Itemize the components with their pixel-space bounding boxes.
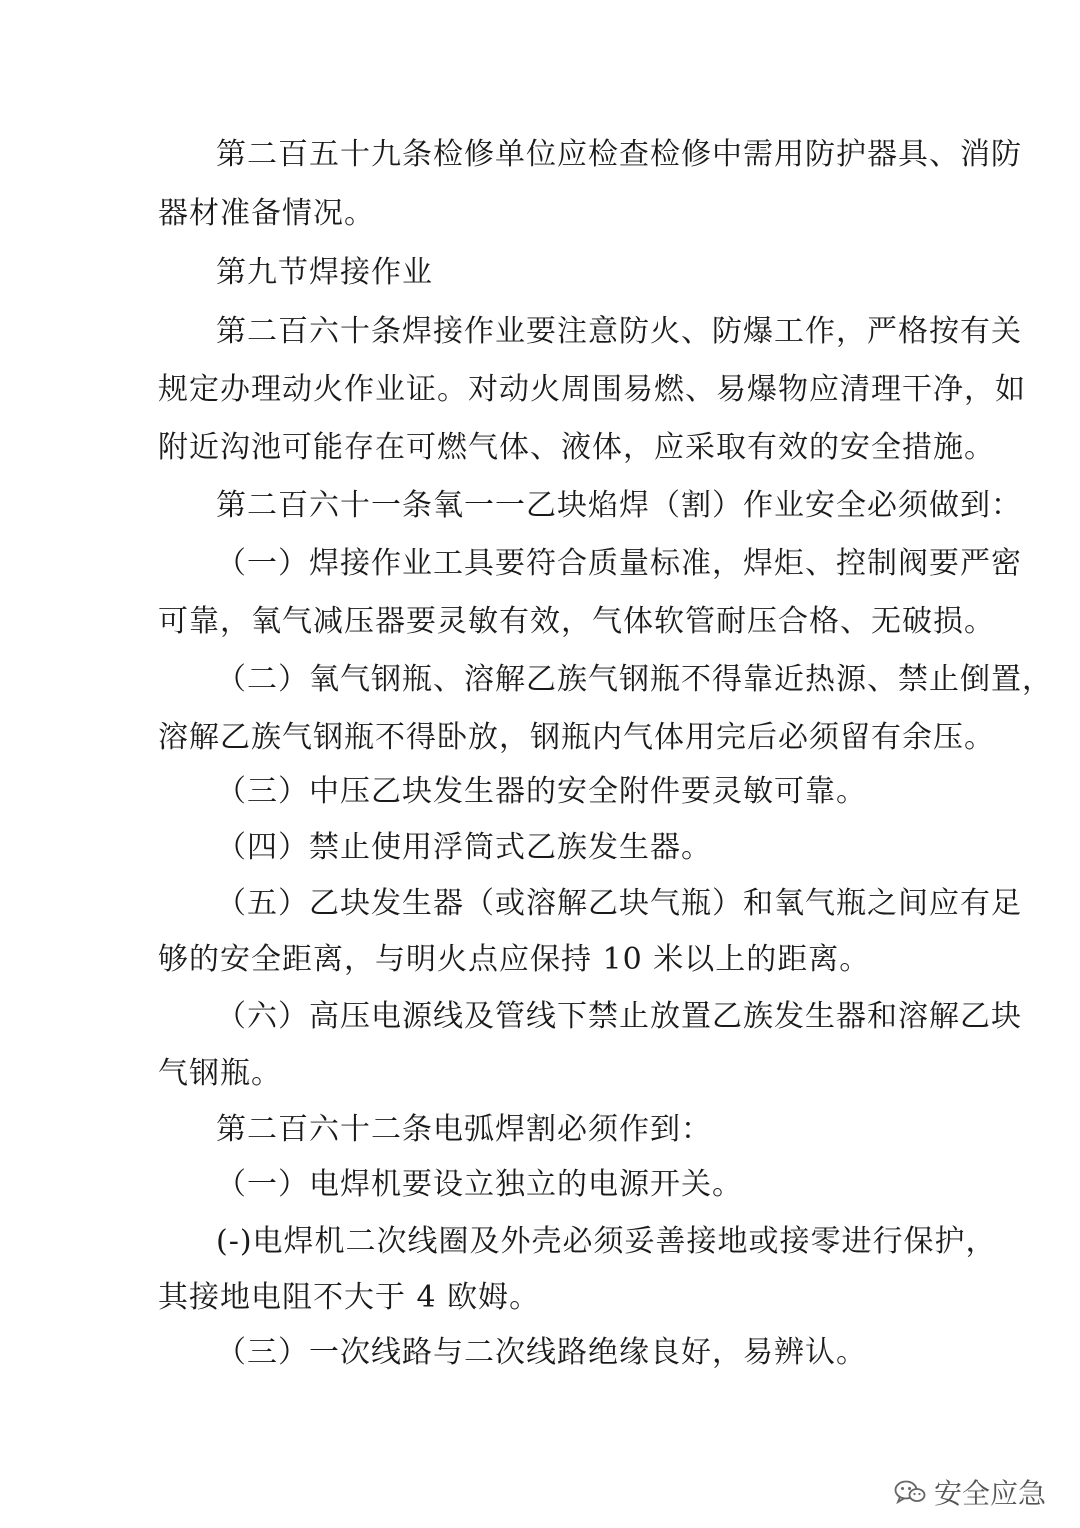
text-line: 溶解乙族气钢瓶不得卧放，钢瓶内气体用完后必须留有余压。 [158, 720, 995, 755]
section-heading: 第九节焊接作业 [216, 255, 433, 290]
text-line: 附近沟池可能存在可燃气体、液体，应采取有效的安全措施。 [158, 430, 995, 465]
text-line: （四）禁止使用浮筒式乙族发生器。 [216, 830, 712, 865]
text-line: 够的安全距离，与明火点应保持 10 米以上的距离。 [158, 942, 871, 977]
wechat-icon [894, 1479, 926, 1505]
text-line: （二）氧气钢瓶、溶解乙族气钢瓶不得靠近热源、禁止倒置， [216, 662, 1053, 697]
text-line: （六）高压电源线及管线下禁止放置乙族发生器和溶解乙块 [216, 999, 1022, 1034]
text-line: （一）焊接作业工具要符合质量标准，焊炬、控制阀要严密 [216, 546, 1022, 581]
text-line: 气钢瓶。 [158, 1056, 282, 1091]
text-line: （五）乙块发生器（或溶解乙块气瓶）和氧气瓶之间应有足 [216, 886, 1022, 921]
text-line: 第二百六十一条氧一一乙块焰焊（割）作业安全必须做到： [216, 488, 1022, 523]
text-line: (-)电焊机二次线圈及外壳必须妥善接地或接零进行保护， [216, 1224, 997, 1259]
watermark [894, 1472, 1046, 1512]
text-line: 可靠，氧气减压器要灵敏有效，气体软管耐压合格、无破损。 [158, 604, 995, 639]
text-line: （三）一次线路与二次线路绝缘良好，易辨认。 [216, 1335, 867, 1370]
text-line: 规定办理动火作业证。对动火周围易燃、易爆物应清理干净，如 [158, 372, 1026, 407]
text-line: （三）中压乙块发生器的安全附件要灵敏可靠。 [216, 774, 867, 809]
text-line: （一）电焊机要设立独立的电源开关。 [216, 1167, 743, 1202]
text-line: 其接地电阻不大于 4 欧姆。 [158, 1280, 541, 1315]
text-line: 器材准备情况。 [158, 196, 375, 231]
watermark-text: 安全应急 [933, 1477, 1046, 1510]
text-line: 第二百六十二条电弧焊割必须作到： [216, 1112, 712, 1147]
text-line: 第二百五十九条检修单位应检查检修中需用防护器具、消防 [216, 137, 1022, 172]
text-line: 第二百六十条焊接作业要注意防火、防爆工作，严格按有关 [216, 314, 1022, 349]
